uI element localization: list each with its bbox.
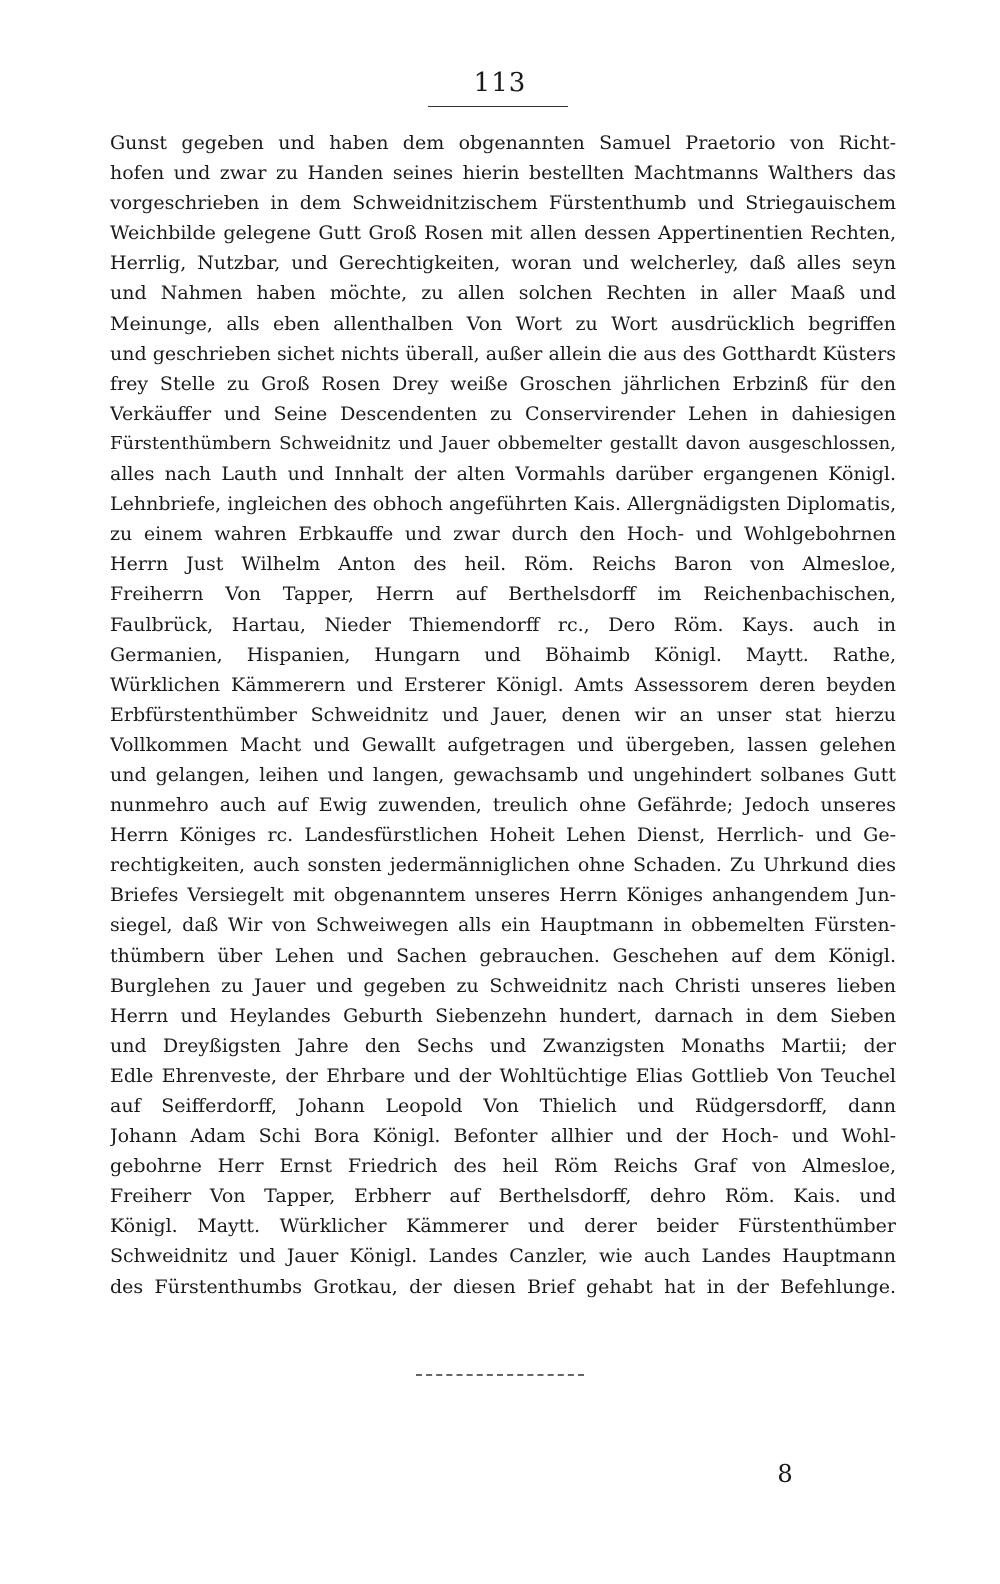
text-line: und Dreyßigsten Jahre den Sechs und Zwanzigsten Monaths Martii; der (110, 1034, 896, 1057)
text-line: Herrn Königes rc. Landesfürstlichen Hoheit Lehen Dienst, Herrlich- und Ge- (110, 824, 896, 847)
body-text (110, 128, 896, 1302)
footer-ornament (416, 1374, 584, 1376)
text-line: und Nahmen haben möchte, zu allen solchen Rechten in aller Maaß und (110, 282, 896, 305)
text-line: und gelangen, leihen und langen, gewachsamb und ungehindert solbanes Gutt (110, 763, 896, 786)
text-line: Lehnbriefe, ingleichen des obhoch angeführten Kais. Allergnädigsten Diplomatis, (110, 493, 896, 516)
text-line: alles nach Lauth und Innhalt der alten Vormahls darüber ergangenen Königl. (110, 463, 896, 486)
signature-mark: 8 (777, 1460, 793, 1488)
text-line: Erbfürstenthümber Schweidnitz und Jauer, denen wir an unser stat hierzu (110, 703, 896, 726)
text-line: Germanien, Hispanien, Hungarn und Böhaimb Königl. Maytt. Rathe, (110, 643, 896, 666)
text-line: Johann Adam Schi Bora Königl. Befonter allhier und der Hoch- und Wohl- (110, 1125, 896, 1148)
page-number: 113 (473, 68, 527, 98)
text-line: Fürstenthümbern Schweidnitz und Jauer obbemelter gestallt davon ausgeschlossen, (110, 432, 896, 454)
text-line: Burglehen zu Jauer und gegeben zu Schweidnitz nach Christi unseres lieben (110, 974, 896, 997)
text-line: rechtigkeiten, auch sonsten jedermänniglichen ohne Schaden. Zu Uhrkund dies (110, 854, 896, 877)
text-line: Verkäuffer und Seine Descendenten zu Conservirender Lehen in dahiesigen (110, 402, 896, 425)
text-line: Freiherrn Von Tapper, Herrn auf Berthelsdorff im Reichenbachischen, (110, 583, 896, 606)
text-line: Edle Ehrenveste, der Ehrbare und der Wohltüchtige Elias Gottlieb Von Teuchel (110, 1064, 896, 1087)
text-line: Freiherr Von Tapper, Erbherr auf Berthelsdorff, dehro Röm. Kais. und (110, 1185, 896, 1208)
header-rule (428, 106, 568, 107)
text-line: Faulbrück, Hartau, Nieder Thiemendorff rc., Dero Röm. Kays. auch in (110, 613, 896, 636)
text-line: Würklichen Kämmerern und Ersterer Königl. Amts Assessorem deren beyden (110, 673, 896, 696)
text-line: vorgeschrieben in dem Schweidnitzischem Fürstenthumb und Striegauischem (110, 192, 896, 215)
text-line: Königl. Maytt. Würklicher Kämmerer und derer beider Fürstenthümber (110, 1215, 896, 1238)
text-line: auf Seifferdorff, Johann Leopold Von Thielich und Rüdgersdorff, dann (110, 1095, 896, 1117)
text-line: Herrn und Heylandes Geburth Siebenzehn hundert, darnach in dem Sieben (110, 1004, 896, 1027)
text-line: frey Stelle zu Groß Rosen Drey weiße Groschen jährlichen Erbzinß für den (110, 372, 896, 395)
text-line: Vollkommen Macht und Gewallt aufgetragen und übergeben, lassen gelehen (110, 733, 896, 756)
text-line: Herrn Just Wilhelm Anton des heil. Röm. Reichs Baron von Almesloe, (110, 553, 896, 576)
text-line: zu einem wahren Erbkauffe und zwar durch den Hoch- und Wohlgebohrnen (110, 523, 896, 546)
text-line: und geschrieben sichet nichts überall, außer allein die aus des Gotthardt Küsters (110, 342, 896, 365)
text-line: Briefes Versiegelt mit obgenanntem unseres Herrn Königes anhangendem Jun- (110, 884, 896, 907)
text-line: gebohrne Herr Ernst Friedrich des heil Röm Reichs Graf von Almesloe, (110, 1155, 896, 1178)
text-line: Gunst gegeben und haben dem obgenannten Samuel Praetorio von Richt- (110, 132, 896, 154)
text-line: Schweidnitz und Jauer Königl. Landes Canzler, wie auch Landes Hauptmann (110, 1245, 896, 1268)
text-line: hofen und zwar zu Handen seines hierin bestellten Machtmanns Walthers das (110, 162, 896, 185)
text-line: nunmehro auch auf Ewig zuwenden, treulich ohne Gefährde; Jedoch unseres (110, 794, 896, 817)
text-line: siegel, daß Wir von Schweiwegen alls ein Hauptmann in obbemelten Fürsten- (110, 914, 896, 937)
text-line: Meinunge, alls eben allenthalben Von Wort zu Wort ausdrücklich begriffen (110, 312, 896, 335)
text-line: des Fürstenthumbs Grotkau, der diesen Brief gehabt hat in der Befehlunge. (110, 1275, 896, 1298)
text-line: Weichbilde gelegene Gutt Groß Rosen mit allen dessen Appertinentien Rechten, (110, 222, 896, 245)
text-line: thümbern über Lehen und Sachen gebrauchen. Geschehen auf dem Königl. (110, 944, 896, 967)
text-line: Herrlig, Nutzbar, und Gerechtigkeiten, woran und welcherley, daß alles seyn (110, 252, 896, 275)
